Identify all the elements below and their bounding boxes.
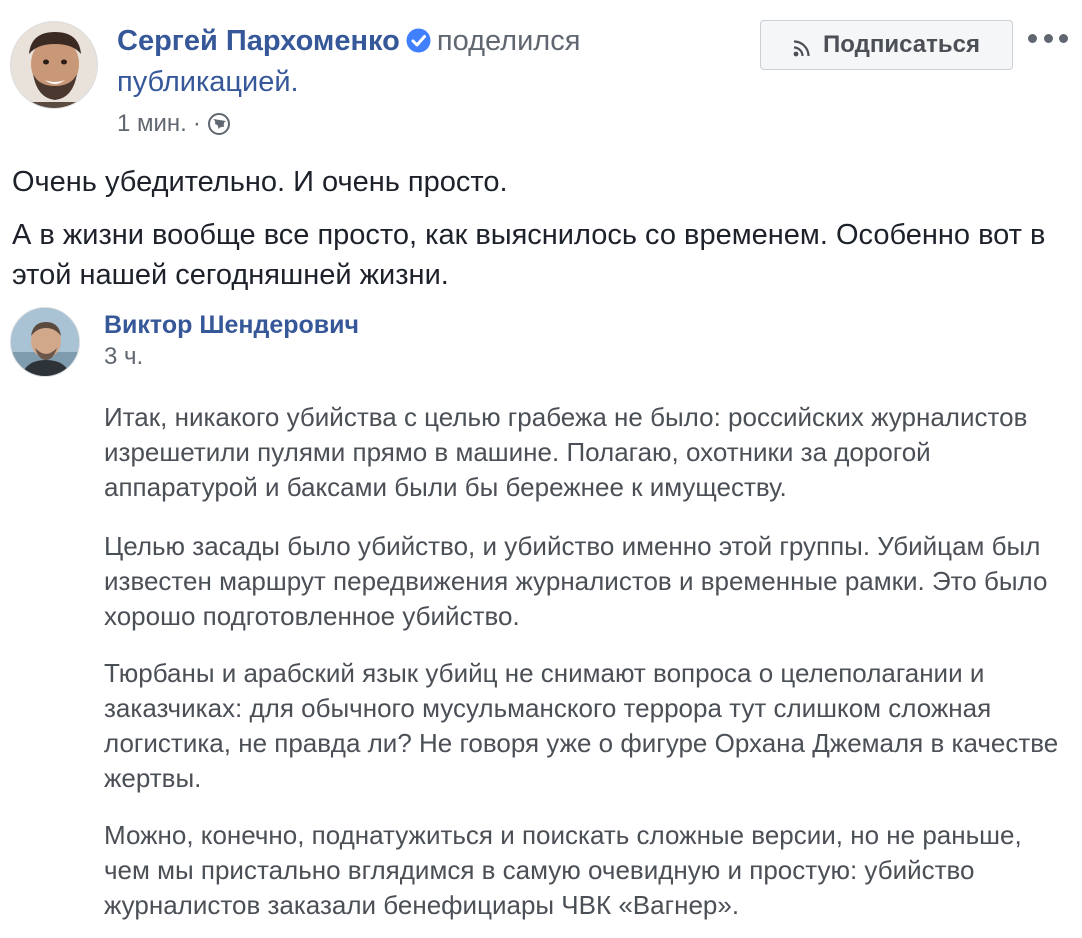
more-options-icon[interactable] — [1028, 28, 1068, 48]
post-paragraph: А в жизни вообще все просто, как выяснилось со временем. Особенно вот в этой нашей сегодняшней жизни. — [12, 219, 1046, 291]
subscribe-button[interactable] — [760, 20, 1013, 70]
shared-author-avatar[interactable] — [10, 307, 80, 377]
shared-post-paragraph: Тюрбаны и арабский язык убийц не снимают вопроса о целеполагании и заказчиках: для обычного мусульманского террора тут слишком сложная логистика, не правда ли? Не говоря уже о фигуре Орхана Джемаля в качестве жертвы. — [104, 658, 1059, 793]
post-header — [117, 21, 737, 103]
globe-icon[interactable] — [207, 112, 231, 136]
post-timestamp[interactable]: 1 мин. — [117, 110, 187, 137]
shared-text: поделился — [436, 25, 581, 57]
rss-icon — [793, 36, 811, 54]
shared-post-paragraph: Целью засады было убийство, и убийство именно этой группы. Убийцам был известен маршрут передвижения журналистов и временные рамки. Это было хорошо подготовленное убийство. — [104, 531, 1048, 631]
shared-post-paragraph: Можно, конечно, поднатужиться и поискать сложные версии, но не раньше, чем мы пристально вглядимся в самую очевидную и простую: убийство журналистов заказали бенефициары ЧВК «Вагнер». — [104, 820, 1022, 920]
shared-post-timestamp[interactable]: 3 ч. — [104, 343, 144, 370]
shared-post-paragraph: Итак, никакого убийства с целью грабежа не было: российских журналистов изрешетили пулями прямо в машине. Полагаю, охотники за дорогой аппаратурой и баксами были бы бережнее к имуществу. — [104, 402, 1028, 502]
subscribe-label: Подписаться — [823, 31, 980, 58]
author-avatar[interactable] — [10, 21, 98, 109]
shared-publication-link[interactable]: публикацией. — [117, 66, 299, 98]
author-avatar-image — [11, 22, 98, 109]
shared-author-avatar-image — [11, 308, 80, 377]
post-paragraph: Очень убедительно. И очень просто. — [12, 166, 508, 198]
verified-badge-icon — [406, 24, 431, 49]
post-meta — [117, 109, 231, 139]
shared-author-name-link[interactable]: Виктор Шендерович — [104, 311, 360, 339]
author-name-link[interactable]: Сергей Пархоменко — [117, 25, 400, 57]
meta-separator: · — [192, 110, 201, 137]
